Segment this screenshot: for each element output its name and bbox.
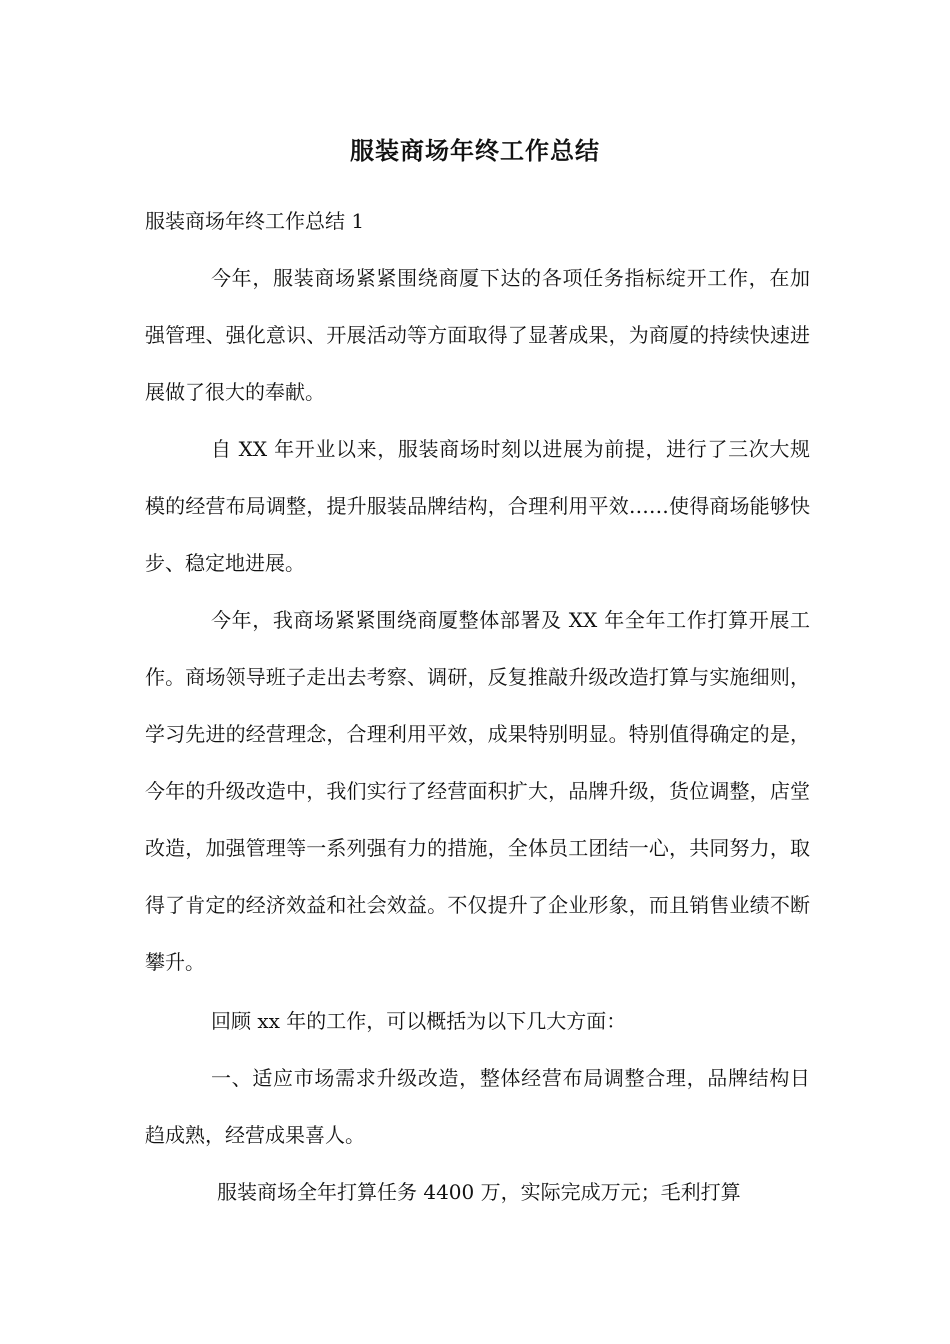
document-title: 服装商场年终工作总结 bbox=[350, 136, 600, 165]
paragraph: 今年，我商场紧紧围绕商厦整体部署及 XX 年全年工作打算开展工作。商场领导班子走出去考察、调研，反复推敲升级改造打算与实施细则，学习先进的经营理念，合理利用平效，成果特别明显。特别值得确定的是，今年的升级改造中，我们实行了经营面积扩大，品牌升级，货位调整，店堂改造，加强管理等一系列强有力的措施，全体员工团结一心，共同努力，取得了肯定的经济效益和社会效益。不仅提升了企业形象，而且销售业绩不断攀升。 bbox=[145, 608, 810, 974]
section-heading: 服装商场年终工作总结 1 bbox=[145, 209, 365, 233]
paragraph: 回顾 xx 年的工作，可以概括为以下几大方面： bbox=[211, 1009, 627, 1033]
paragraph: 一、适应市场需求升级改造，整体经营布局调整合理，品牌结构日趋成熟，经营成果喜人。 bbox=[145, 1066, 810, 1147]
paragraph: 今年，服装商场紧紧围绕商厦下达的各项任务指标绽开工作，在加强管理、强化意识、开展活动等方面取得了显著成果，为商厦的持续快速进展做了很大的奉献。 bbox=[145, 266, 810, 404]
paragraph: 自 XX 年开业以来，服装商场时刻以进展为前提，进行了三次大规模的经营布局调整，提升服装品牌结构，合理利用平效……使得商场能够快步、稳定地进展。 bbox=[145, 437, 810, 575]
paragraph: 服装商场全年打算任务 4400 万，实际完成万元；毛利打算 bbox=[217, 1180, 741, 1204]
